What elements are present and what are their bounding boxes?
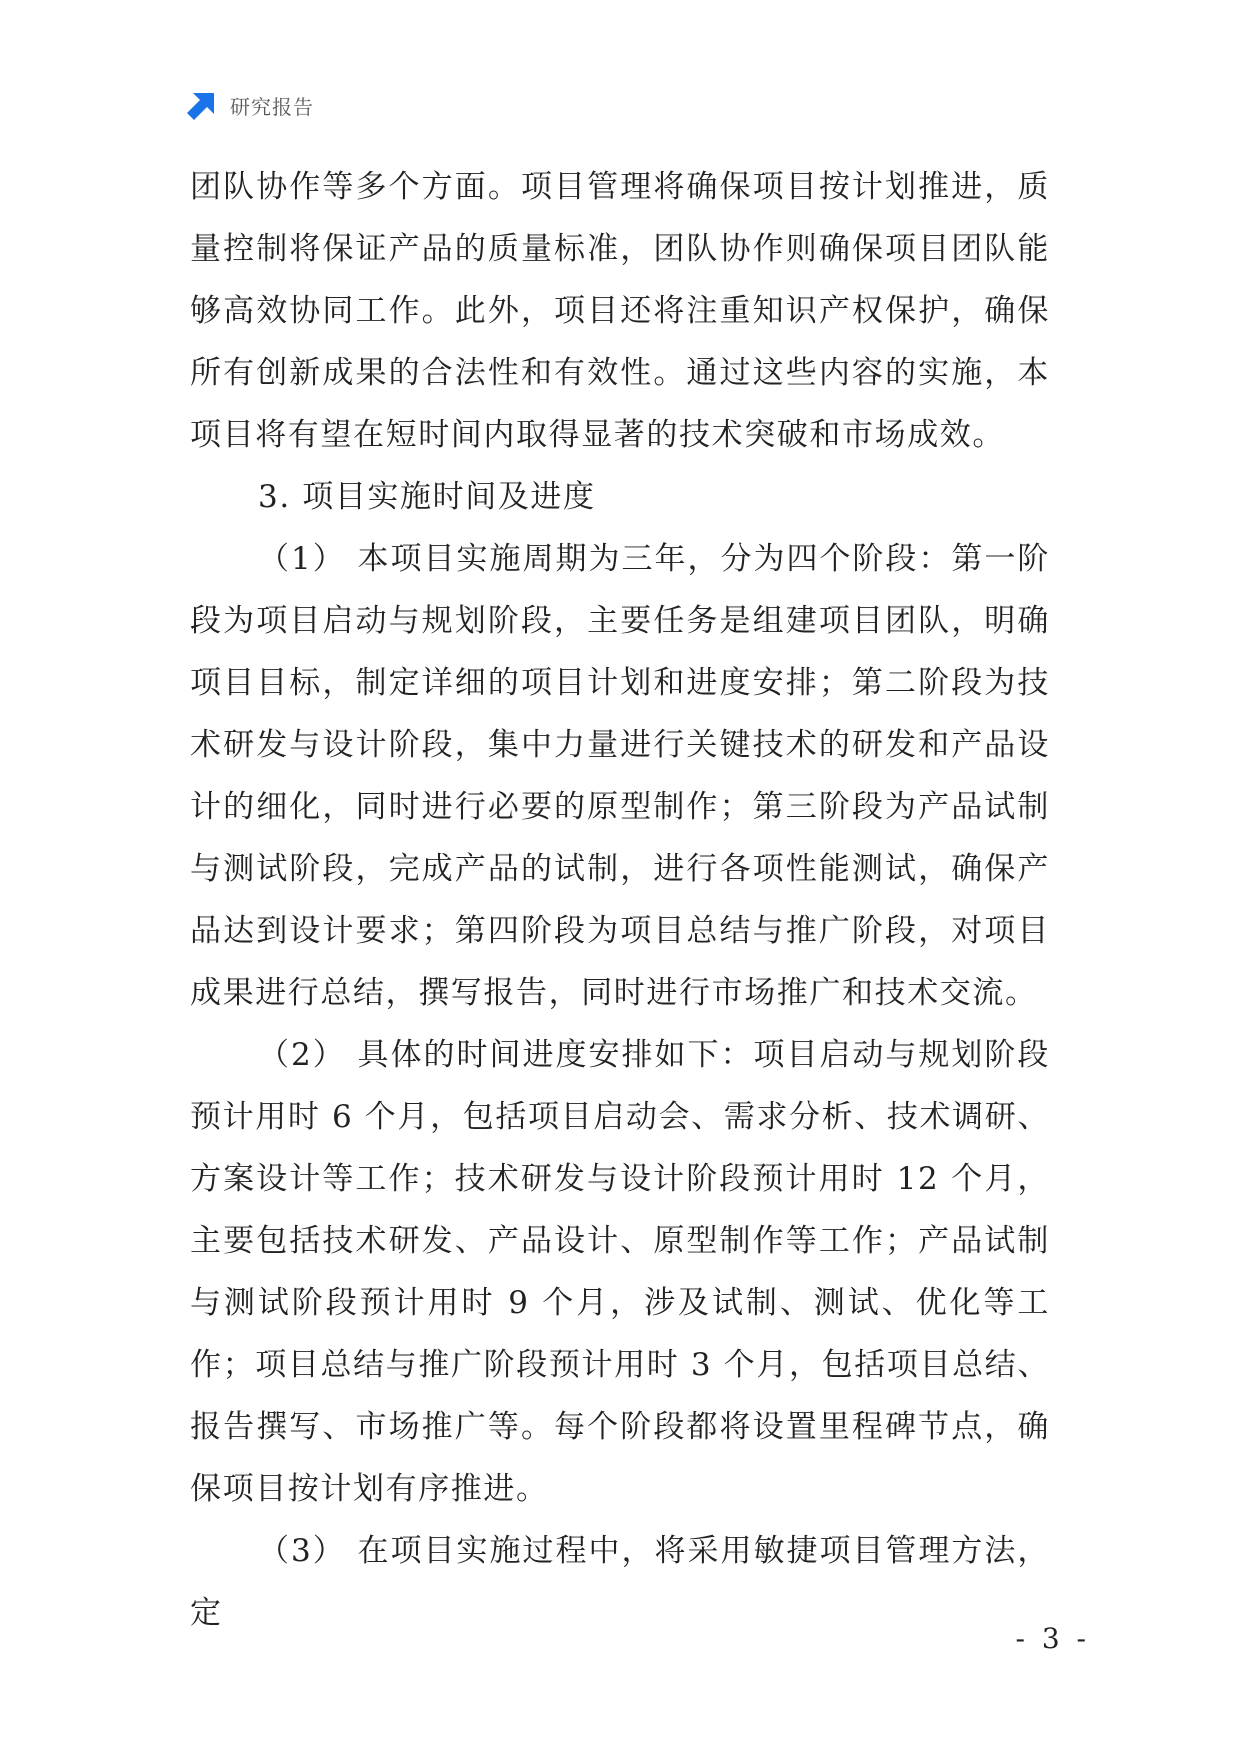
- arrow-up-right-icon: [186, 89, 218, 121]
- document-body: [190, 156, 1050, 1644]
- header-title: 研究报告: [230, 94, 314, 119]
- paragraph-team-collaboration: 团队协作等多个方面。项目管理将确保项目按计划推进，质量控制将保证产品的质量标准，团队协作则确保项目团队能够高效协同工作。此外，项目还将注重知识产权保护，确保所有创新成果的合法性和有效性。通过这些内容的实施，本项目将有望在短时间内取得显著的技术突破和市场成效。: [190, 169, 1050, 453]
- paragraph-timeline: （2） 具体的时间进度安排如下：项目启动与规划阶段预计用时 6 个月，包括项目启动会、需求分析、技术调研、方案设计等工作；技术研发与设计阶段预计用时 12 个月，主要包括技术研发、产品设计、原型制作等工作；产品试制与测试阶段预计用时 9 个月，涉及试制、测试、优化等工作；项目总结与推广阶段预计用时 3 个月，包括项目总结、报告撰写、市场推广等。每个阶段都将设置里程碑节点，确保项目按计划有序推进。: [190, 1037, 1050, 1507]
- section-heading-schedule: 3. 项目实施时间及进度: [258, 479, 596, 515]
- page-header: [186, 88, 314, 122]
- paragraph-phases: （1） 本项目实施周期为三年，分为四个阶段：第一阶段为项目启动与规划阶段，主要任务是组建项目团队，明确项目目标，制定详细的项目计划和进度安排；第二阶段为技术研发与设计阶段，集中力量进行关键技术的研发和产品设计的细化，同时进行必要的原型制作；第三阶段为产品试制与测试阶段，完成产品的试制，进行各项性能测试，确保产品达到设计要求；第四阶段为项目总结与推广阶段，对项目成果进行总结，撰写报告，同时进行市场推广和技术交流。: [190, 541, 1050, 1011]
- paragraph-agile-management: （3） 在项目实施过程中，将采用敏捷项目管理方法，定: [190, 1533, 1050, 1631]
- page-number: - 3 -: [1015, 1622, 1090, 1655]
